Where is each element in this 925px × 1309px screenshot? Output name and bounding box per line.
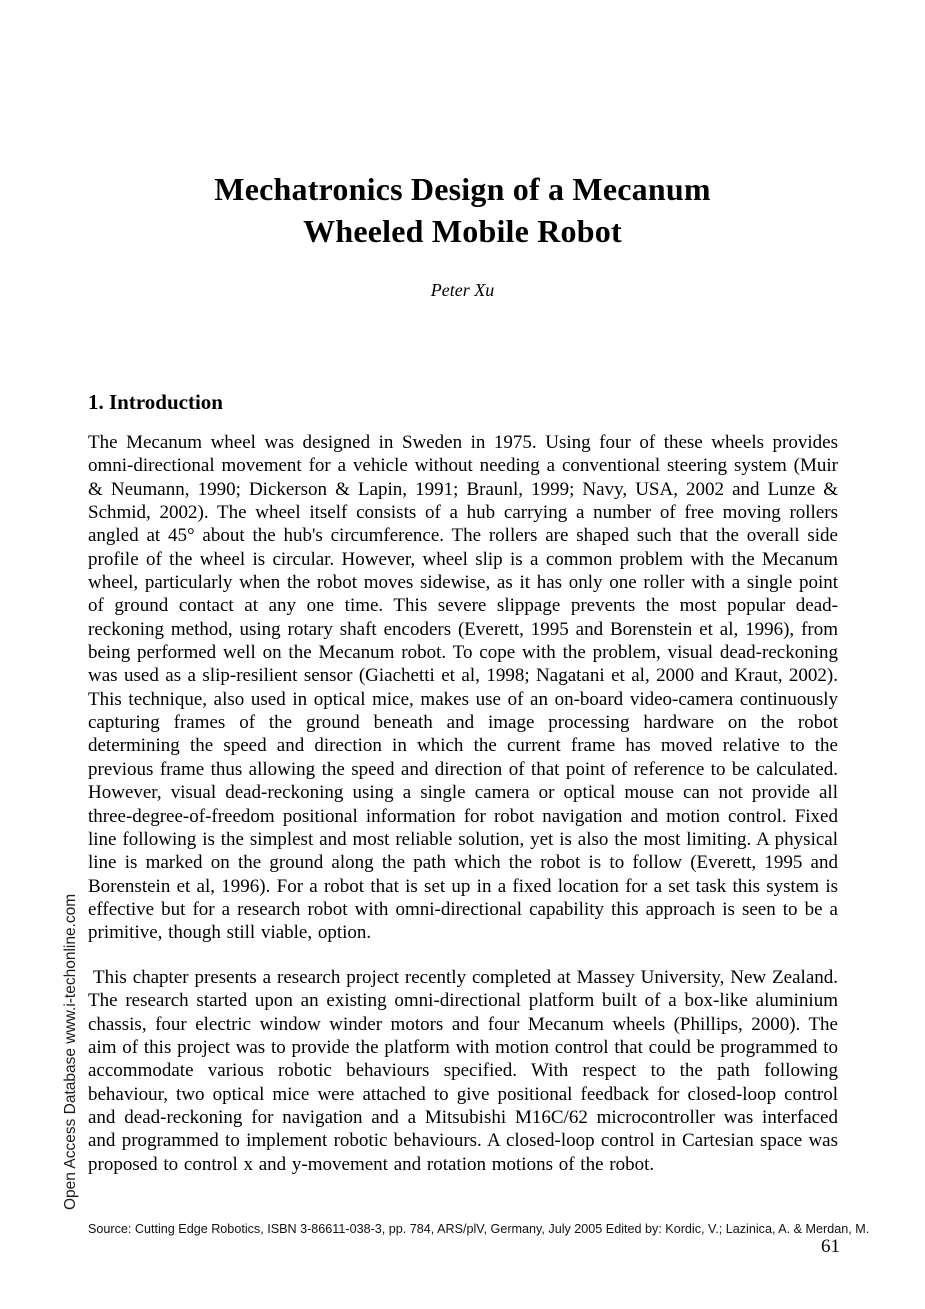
paper-title-line-1: Mechatronics Design of a Mecanum bbox=[214, 171, 711, 207]
body-paragraph-2: This chapter presents a research project recently completed at Massey University, New Zealand. The research started upon an existing omni-directional platform built of a box-like aluminium chassis, four electric window winder motors and four Mecanum wheels (Phillips, 2000). The aim of this project was to provide the platform with motion control that could be programmed to accommodate various robotic behaviours specified. With respect to the path following behaviour, two optical mice were attached to give positional feedback for closed-loop control and dead-reckoning for navigation and a Mitsubishi M16C/62 microcontroller was interfaced and programmed to implement robotic behaviours. A closed-loop control in Cartesian space was proposed to control x and y-movement and rotation motions of the robot. bbox=[88, 967, 838, 1175]
body-paragraph-1: The Mecanum wheel was designed in Sweden in 1975. Using four of these wheels provides omni-directional movement for a vehicle without needing a conventional steering system (Muir & Neumann, 1990; Dickerson & Lapin, 1991; Braunl, 1999; Navy, USA, 2002 and Lunze & Schmid, 2002). The wheel itself consists of a hub carrying a number of free moving rollers angled at 45° about the hub's circumference. The rollers are shaped such that the overall side profile of the wheel is circular. However, wheel slip is a common problem with the Mecanum wheel, particularly when the robot moves sidewise, as it has only one roller with a single point of ground contact at any one time. This severe slippage prevents the most popular dead-reckoning method, using rotary shaft encoders (Everett, 1995 and Borenstein et al, 1996), from being performed well on the Mecanum robot. To cope with the problem, visual dead-reckoning was used as a slip-resilient sensor (Giachetti et al, 1998; Nagatani et al, 2000 and Kraut, 2002). This technique, also used in optical mice, makes use of an on-board video-camera continuously capturing frames of the ground beneath and image processing hardware on the robot determining the speed and direction in which the current frame has moved relative to the previous frame thus allowing the speed and direction of that point of reference to be calculated. However, visual dead-reckoning using a single camera or optical mouse can not provide all three-degree-of-freedom positional information for robot navigation and motion control. Fixed line following is the simplest and most reliable solution, yet is also the most limiting. A physical line is marked on the ground along the path which the robot is to follow (Everett, 1995 and Borenstein et al, 1996). For a robot that is set up in a fixed location for a set task this system is effective but for a research robot with omni-directional capability this approach is seen to be a primitive, though still viable, option. bbox=[88, 432, 838, 944]
author-name: Peter Xu bbox=[430, 280, 495, 300]
source-citation-line: Source: Cutting Edge Robotics, ISBN 3-86611-038-3, pp. 784, ARS/plV, Germany, July 2005 Edited by: Kordic, V.; Lazinica, A. & Merdan, M. bbox=[88, 1222, 870, 1236]
open-access-watermark: Open Access Database www.i-techonline.com bbox=[62, 893, 79, 1210]
paper-title bbox=[0, 168, 925, 252]
paper-title-line-2: Wheeled Mobile Robot bbox=[303, 213, 622, 249]
page-number: 61 bbox=[821, 1236, 840, 1257]
section-heading-introduction: 1. Introduction bbox=[88, 390, 223, 414]
